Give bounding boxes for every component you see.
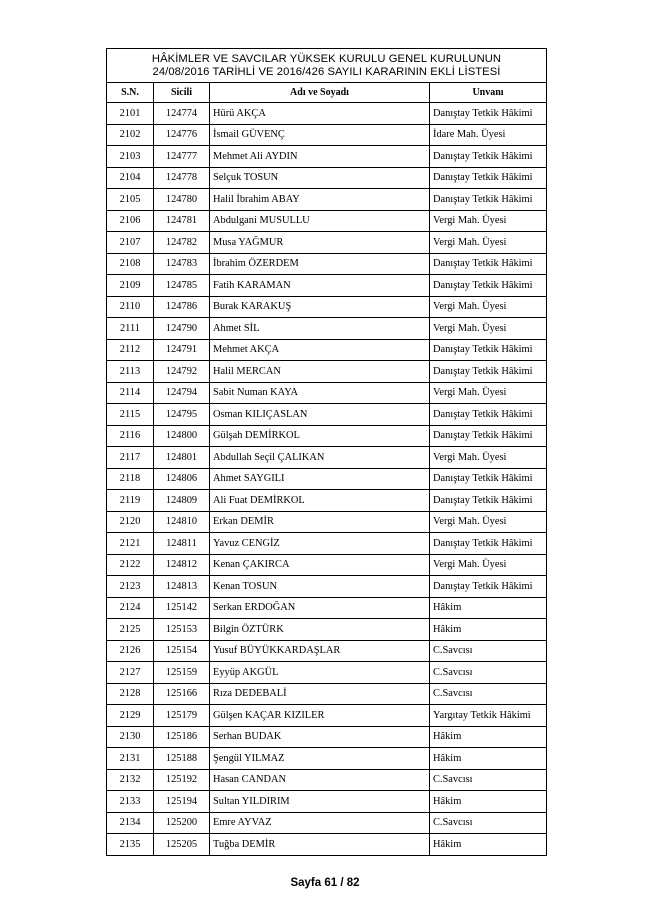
- cell-sicil: 124794: [154, 382, 210, 404]
- table-row: [107, 103, 547, 125]
- table-row: [107, 232, 547, 254]
- cell-name: Serhan BUDAK: [210, 726, 430, 748]
- cell-title: Danıştay Tetkik Hâkimi: [430, 189, 547, 211]
- cell-sicil: 125153: [154, 619, 210, 641]
- cell-name: Gülşen KAÇAR KIZILER: [210, 705, 430, 727]
- cell-title: Yargıtay Tetkik Hâkimi: [430, 705, 547, 727]
- cell-name: Kenan ÇAKIRCA: [210, 554, 430, 576]
- cell-sn: 2119: [107, 490, 154, 512]
- cell-sn: 2115: [107, 404, 154, 426]
- cell-sicil: 125194: [154, 791, 210, 813]
- table-row: [107, 533, 547, 555]
- cell-sicil: 124811: [154, 533, 210, 555]
- table-row: [107, 812, 547, 834]
- column-header-name: Adı ve Soyadı: [210, 83, 430, 103]
- cell-sicil: 124791: [154, 339, 210, 361]
- cell-sicil: 124786: [154, 296, 210, 318]
- cell-name: Hürü AKÇA: [210, 103, 430, 125]
- cell-sicil: 125166: [154, 683, 210, 705]
- table-row: [107, 683, 547, 705]
- cell-sn: 2122: [107, 554, 154, 576]
- cell-sicil: 125205: [154, 834, 210, 856]
- cell-title: Danıştay Tetkik Hâkimi: [430, 404, 547, 426]
- cell-sn: 2117: [107, 447, 154, 469]
- cell-name: Mehmet AKÇA: [210, 339, 430, 361]
- cell-sn: 2118: [107, 468, 154, 490]
- cell-sicil: 124781: [154, 210, 210, 232]
- cell-sn: 2123: [107, 576, 154, 598]
- cell-title: Danıştay Tetkik Hâkimi: [430, 425, 547, 447]
- column-header-sn: S.N.: [107, 83, 154, 103]
- cell-sicil: 124790: [154, 318, 210, 340]
- cell-title: Hâkim: [430, 726, 547, 748]
- cell-sicil: 124801: [154, 447, 210, 469]
- table-row: [107, 296, 547, 318]
- cell-name: İsmail GÜVENÇ: [210, 124, 430, 146]
- table-row: [107, 318, 547, 340]
- cell-sn: 2108: [107, 253, 154, 275]
- table-row: [107, 554, 547, 576]
- cell-name: Musa YAĞMUR: [210, 232, 430, 254]
- cell-name: Abdulgani MUSULLU: [210, 210, 430, 232]
- cell-sicil: 124774: [154, 103, 210, 125]
- cell-sn: 2107: [107, 232, 154, 254]
- cell-name: Emre AYVAZ: [210, 812, 430, 834]
- cell-title: Danıştay Tetkik Hâkimi: [430, 533, 547, 555]
- table-row: [107, 576, 547, 598]
- table-row: [107, 167, 547, 189]
- cell-sn: 2114: [107, 382, 154, 404]
- cell-sicil: 124812: [154, 554, 210, 576]
- cell-sicil: 124780: [154, 189, 210, 211]
- cell-sicil: 125142: [154, 597, 210, 619]
- title-line-1: HÂKİMLER VE SAVCILAR YÜKSEK KURULU GENEL KURULUNUN: [151, 52, 502, 65]
- table-row: [107, 490, 547, 512]
- cell-title: Vergi Mah. Üyesi: [430, 511, 547, 533]
- cell-name: Erkan DEMİR: [210, 511, 430, 533]
- table-row: [107, 726, 547, 748]
- table-row: [107, 791, 547, 813]
- cell-name: Rıza DEDEBALİ: [210, 683, 430, 705]
- table-row: [107, 748, 547, 770]
- cell-name: Burak KARAKUŞ: [210, 296, 430, 318]
- cell-sicil: 124813: [154, 576, 210, 598]
- cell-title: Hâkim: [430, 619, 547, 641]
- cell-sn: 2132: [107, 769, 154, 791]
- cell-title: Danıştay Tetkik Hâkimi: [430, 253, 547, 275]
- cell-name: Fatih KARAMAN: [210, 275, 430, 297]
- cell-sn: 2113: [107, 361, 154, 383]
- cell-name: Sabit Numan KAYA: [210, 382, 430, 404]
- personnel-list-table: [106, 48, 547, 856]
- cell-sn: 2101: [107, 103, 154, 125]
- cell-name: Gülşah DEMİRKOL: [210, 425, 430, 447]
- cell-sicil: 124806: [154, 468, 210, 490]
- cell-sn: 2121: [107, 533, 154, 555]
- cell-sn: 2105: [107, 189, 154, 211]
- cell-sicil: 124792: [154, 361, 210, 383]
- table-row: [107, 404, 547, 426]
- table-row: [107, 124, 547, 146]
- cell-title: Danıştay Tetkik Hâkimi: [430, 275, 547, 297]
- cell-sicil: 125188: [154, 748, 210, 770]
- cell-sn: 2120: [107, 511, 154, 533]
- column-header-sicil: Sicili: [154, 83, 210, 103]
- table-body: [107, 103, 547, 856]
- cell-sicil: 124777: [154, 146, 210, 168]
- cell-sn: 2126: [107, 640, 154, 662]
- cell-title: İdare Mah. Üyesi: [430, 124, 547, 146]
- cell-title: C.Savcısı: [430, 662, 547, 684]
- cell-name: Sultan YILDIRIM: [210, 791, 430, 813]
- cell-title: Vergi Mah. Üyesi: [430, 554, 547, 576]
- table-row: [107, 189, 547, 211]
- cell-name: Kenan TOSUN: [210, 576, 430, 598]
- table-row: [107, 619, 547, 641]
- cell-sicil: 125179: [154, 705, 210, 727]
- cell-sn: 2130: [107, 726, 154, 748]
- cell-name: Mehmet Ali AYDIN: [210, 146, 430, 168]
- column-header-row: [107, 83, 547, 103]
- table-row: [107, 834, 547, 856]
- cell-title: Hâkim: [430, 597, 547, 619]
- cell-title: Danıştay Tetkik Hâkimi: [430, 361, 547, 383]
- cell-sn: 2106: [107, 210, 154, 232]
- table-row: [107, 705, 547, 727]
- cell-title: Hâkim: [430, 791, 547, 813]
- cell-name: Ahmet SİL: [210, 318, 430, 340]
- table-row: [107, 662, 547, 684]
- cell-title: Vergi Mah. Üyesi: [430, 447, 547, 469]
- cell-sn: 2127: [107, 662, 154, 684]
- cell-sn: 2110: [107, 296, 154, 318]
- cell-title: C.Savcısı: [430, 812, 547, 834]
- cell-sicil: 125186: [154, 726, 210, 748]
- table-row: [107, 425, 547, 447]
- cell-sn: 2124: [107, 597, 154, 619]
- cell-sn: 2131: [107, 748, 154, 770]
- cell-name: Yusuf BÜYÜKKARDAŞLAR: [210, 640, 430, 662]
- cell-name: Ahmet SAYGILI: [210, 468, 430, 490]
- table-row: [107, 210, 547, 232]
- cell-sn: 2125: [107, 619, 154, 641]
- cell-title: Hâkim: [430, 748, 547, 770]
- cell-name: İbrahim ÖZERDEM: [210, 253, 430, 275]
- table-row: [107, 382, 547, 404]
- table-row: [107, 361, 547, 383]
- cell-sicil: 125192: [154, 769, 210, 791]
- cell-name: Halil İbrahim ABAY: [210, 189, 430, 211]
- cell-name: Selçuk TOSUN: [210, 167, 430, 189]
- cell-name: Serkan ERDOĞAN: [210, 597, 430, 619]
- table-row: [107, 339, 547, 361]
- cell-name: Şengül YILMAZ: [210, 748, 430, 770]
- cell-title: Vergi Mah. Üyesi: [430, 210, 547, 232]
- cell-title: Danıştay Tetkik Hâkimi: [430, 576, 547, 598]
- cell-sn: 2128: [107, 683, 154, 705]
- cell-sn: 2112: [107, 339, 154, 361]
- table-row: [107, 640, 547, 662]
- cell-sn: 2109: [107, 275, 154, 297]
- table-row: [107, 597, 547, 619]
- cell-name: Bilgin ÖZTÜRK: [210, 619, 430, 641]
- cell-sn: 2116: [107, 425, 154, 447]
- table-row: [107, 511, 547, 533]
- cell-title: Vergi Mah. Üyesi: [430, 382, 547, 404]
- cell-title: Vergi Mah. Üyesi: [430, 318, 547, 340]
- cell-name: Tuğba DEMİR: [210, 834, 430, 856]
- table-row: [107, 253, 547, 275]
- cell-sicil: 125159: [154, 662, 210, 684]
- cell-sn: 2103: [107, 146, 154, 168]
- cell-sicil: 124809: [154, 490, 210, 512]
- cell-title: Danıştay Tetkik Hâkimi: [430, 490, 547, 512]
- cell-sicil: 124778: [154, 167, 210, 189]
- cell-name: Yavuz CENGİZ: [210, 533, 430, 555]
- cell-sn: 2135: [107, 834, 154, 856]
- cell-sn: 2111: [107, 318, 154, 340]
- cell-sn: 2102: [107, 124, 154, 146]
- cell-sicil: 124783: [154, 253, 210, 275]
- cell-sicil: 124810: [154, 511, 210, 533]
- cell-title: Danıştay Tetkik Hâkimi: [430, 103, 547, 125]
- cell-sicil: 124795: [154, 404, 210, 426]
- table-row: [107, 468, 547, 490]
- table-row: [107, 769, 547, 791]
- cell-name: Osman KILIÇASLAN: [210, 404, 430, 426]
- cell-name: Ali Fuat DEMİRKOL: [210, 490, 430, 512]
- cell-name: Abdullah Seçil ÇALIKAN: [210, 447, 430, 469]
- cell-sn: 2133: [107, 791, 154, 813]
- table-row: [107, 447, 547, 469]
- cell-sicil: 124785: [154, 275, 210, 297]
- cell-sn: 2129: [107, 705, 154, 727]
- cell-title: Danıştay Tetkik Hâkimi: [430, 339, 547, 361]
- table-row: [107, 146, 547, 168]
- cell-title: Vergi Mah. Üyesi: [430, 296, 547, 318]
- column-header-title: Unvanı: [430, 83, 547, 103]
- title-line-2: 24/08/2016 TARİHLİ VE 2016/426 SAYILI KARARININ EKLİ LİSTESİ: [152, 65, 501, 78]
- cell-title: Danıştay Tetkik Hâkimi: [430, 146, 547, 168]
- document-title: [107, 49, 547, 83]
- cell-sicil: 124782: [154, 232, 210, 254]
- page-number: Sayfa 61 / 82: [290, 877, 360, 889]
- cell-sicil: 125154: [154, 640, 210, 662]
- cell-title: C.Savcısı: [430, 640, 547, 662]
- cell-title: C.Savcısı: [430, 683, 547, 705]
- table-row: [107, 275, 547, 297]
- cell-title: C.Savcısı: [430, 769, 547, 791]
- cell-sn: 2104: [107, 167, 154, 189]
- cell-sn: 2134: [107, 812, 154, 834]
- cell-title: Danıştay Tetkik Hâkimi: [430, 167, 547, 189]
- cell-sicil: 125200: [154, 812, 210, 834]
- cell-title: Hâkim: [430, 834, 547, 856]
- cell-sicil: 124776: [154, 124, 210, 146]
- cell-name: Eyyüp AKGÜL: [210, 662, 430, 684]
- cell-title: Danıştay Tetkik Hâkimi: [430, 468, 547, 490]
- cell-title: Vergi Mah. Üyesi: [430, 232, 547, 254]
- cell-name: Halil MERCAN: [210, 361, 430, 383]
- cell-sicil: 124800: [154, 425, 210, 447]
- cell-name: Hasan CANDAN: [210, 769, 430, 791]
